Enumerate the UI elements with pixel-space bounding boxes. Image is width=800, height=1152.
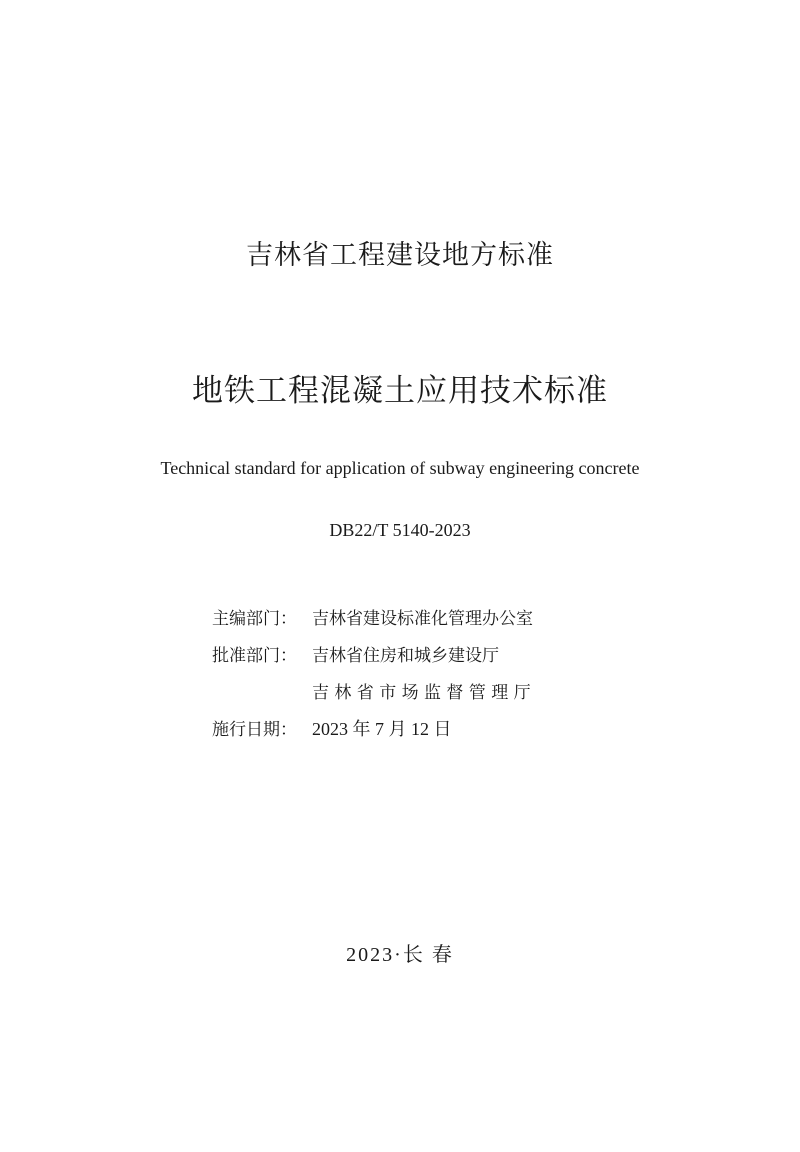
standard-title: 地铁工程混凝土应用技术标准: [192, 373, 608, 409]
effective-date-value: 2023 年 7 月 12 日: [312, 718, 452, 739]
approver-row-2: [212, 672, 533, 709]
editor-label: 主编部门：: [212, 609, 297, 629]
editor-row: [212, 598, 533, 635]
publication-year-place: 2023·长 春: [346, 944, 454, 966]
editor-value: 吉林省建设标准化管理办公室: [312, 609, 533, 629]
effective-date-label: 施行日期：: [212, 720, 297, 740]
english-title: Technical standard for application of subway engineering concrete: [160, 458, 640, 478]
standard-code: DB22/T 5140-2023: [329, 520, 471, 540]
approver-row: [212, 635, 533, 672]
approver-value-1: 吉林省住房和城乡建设厅: [312, 646, 499, 666]
issuer-heading: 吉林省工程建设地方标准: [246, 240, 554, 271]
publication-info: [212, 598, 533, 746]
approver-value-2: 吉 林 省 市 场 监 督 管 理 厅: [312, 683, 531, 703]
approver-label: 批准部门：: [212, 646, 297, 666]
effective-date-row: [212, 709, 533, 746]
